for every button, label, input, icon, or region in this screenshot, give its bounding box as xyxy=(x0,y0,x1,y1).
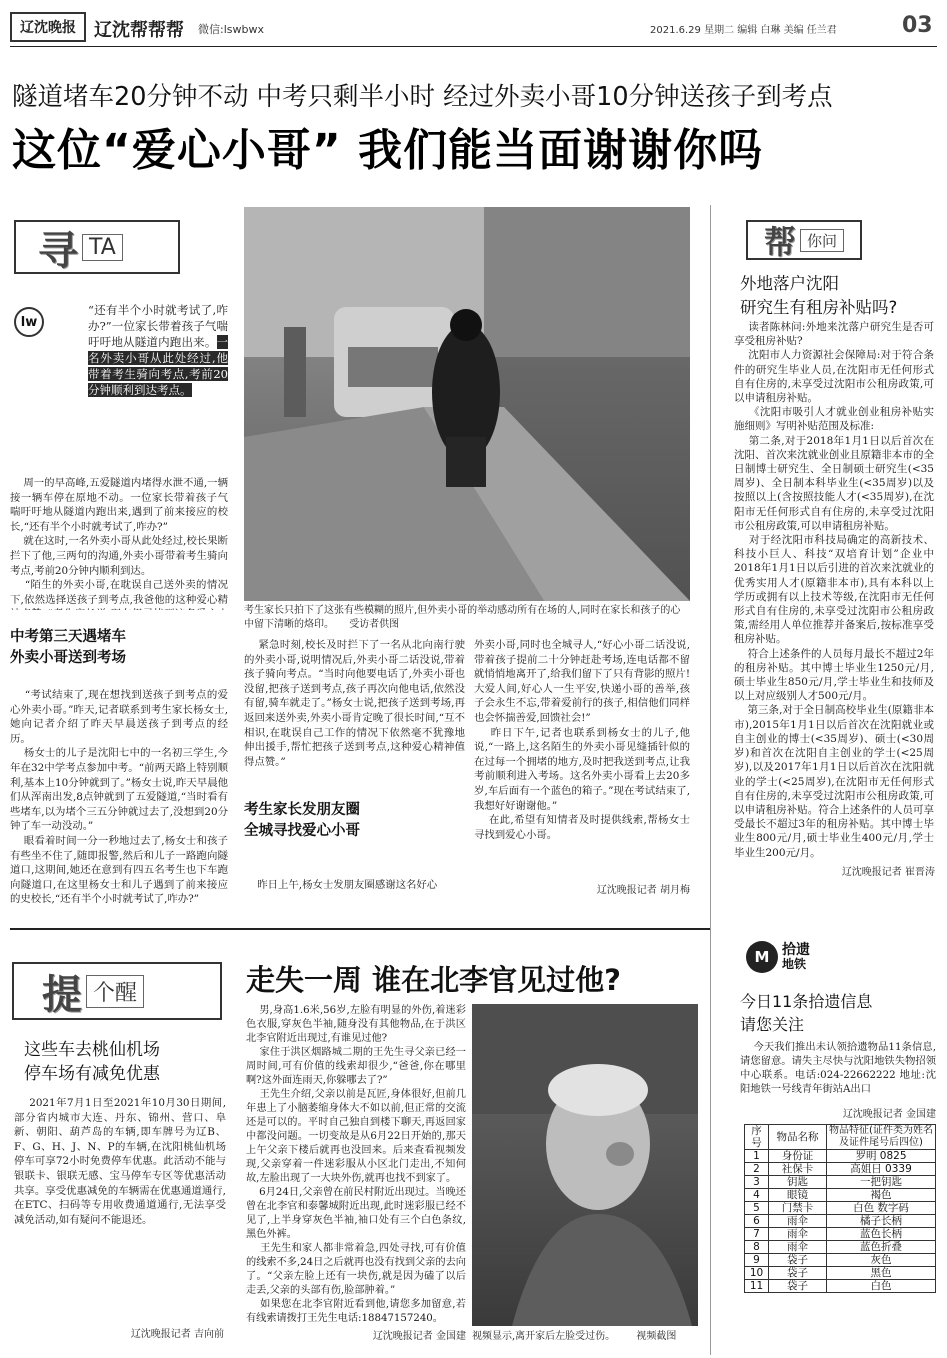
table-row xyxy=(745,1215,936,1228)
wechat-id: 微信:lswbwx xyxy=(198,23,264,36)
row-feature: 褐色 xyxy=(827,1189,936,1202)
row-no: 2 xyxy=(745,1163,769,1176)
badge-a: 拾遗 xyxy=(782,942,810,958)
row-feature: 白色 xyxy=(827,1280,936,1293)
table-row xyxy=(745,1163,936,1176)
missing-photo xyxy=(472,1004,698,1326)
date-line: 2021.6.29 星期二 编辑 白琳 美编 任兰君 xyxy=(650,25,837,36)
table-row xyxy=(745,1228,936,1241)
row-no: 8 xyxy=(745,1241,769,1254)
row-no: 7 xyxy=(745,1228,769,1241)
row-item: 钥匙 xyxy=(769,1176,827,1189)
row-feature: 高姐日 0339 xyxy=(827,1163,936,1176)
find-subhead-1: 中考第三天遇堵车 外卖小哥送到考场 xyxy=(10,629,126,666)
row-item: 袋子 xyxy=(769,1254,827,1267)
photo-caption xyxy=(244,604,690,634)
row-feature: 白色 数字码 xyxy=(827,1202,936,1215)
col-feature: 物品特征(证件类为姓名及证件尾号后四位) xyxy=(827,1125,936,1150)
row-item: 雨伞 xyxy=(769,1241,827,1254)
table-row xyxy=(745,1254,936,1267)
missing-photo-caption-text: 视频显示,离开家后左脸受过伤。 xyxy=(472,1331,616,1342)
headline-kicker: 隧道堵车20分钟不动 中考只剩半小时 经过外卖小哥10分钟送孩子到考点 xyxy=(12,82,833,112)
masthead xyxy=(10,10,937,50)
find-char: 寻 xyxy=(38,227,78,274)
row-feature: 蓝色折叠 xyxy=(827,1241,936,1254)
help-byline: 辽沈晚报记者 崔晋涛 xyxy=(841,867,935,878)
remind-title: 这些车去桃仙机场 停车场有减免优惠 xyxy=(24,1040,160,1084)
remind-body: 2021年7月1日至2021年10月30日期间,部分省内城市大连、丹东、锦州、营口、阜新、朝阳、葫芦岛的车辆,即车牌号为辽B、F、G、H、J、N、P的车辆,在沈阳桃仙机场停车可享72小时免费停车优惠。此活动不能与银联卡、银联无感、宝马停车专区等优惠活动共享。享受优惠减免的车辆需在优惠通道通行,在ETC、扫码等专用收费通道通行,无法享受减免活动,如有疑问不能退还。 xyxy=(14,1097,226,1226)
help-title: 外地落户沈阳 研究生有租房补贴吗? xyxy=(740,274,898,317)
lost-items-table xyxy=(744,1124,936,1293)
find-lead-normal: “还有半个小时就考试了,咋办?”一位家长带着孩子气喘吁吁地从隧道内跑出来。 xyxy=(88,303,228,349)
headline-title: 这位“爱心小哥” 我们能当面谢谢你吗 xyxy=(12,125,764,176)
lost-table-body xyxy=(745,1150,936,1293)
missing-photo-caption xyxy=(472,1330,698,1344)
col-no: 序号 xyxy=(745,1125,769,1150)
row-item: 眼镜 xyxy=(769,1189,827,1202)
missing-photo-credit: 视频截图 xyxy=(636,1331,677,1342)
find-col3: 外卖小哥,同时也全城寻人,“好心小哥二话没说,带着孩子提前二十分钟赶赴考场,连电话都不留就悄悄地离开了,给我们留下了只有背影的照片!大爱人间,好心人一生平安,快递小哥的善举,孩子会永生不忘,带着爱前行的孩子,相信他们同样也会怀揣善爱,回馈社会!” 昨日下午,记者也联系到杨女士的儿子,他说,“一路上,这名陌生的外卖小哥见缝插针似的在过每一个拥堵的地方,及时把我送到考点,让我考前顺利进入考场。这名外卖小哥看上去20多岁,车后面有一个蓝色的箱子。”现在考试结束了,我想好好谢谢他。” 在此,希望有知情者及时提供线索,帮杨女士寻找到爱心小哥。 xyxy=(474,639,690,841)
delivery-photo-art xyxy=(244,207,690,601)
section-rule xyxy=(10,928,710,930)
table-row xyxy=(745,1189,936,1202)
row-item: 门禁卡 xyxy=(769,1202,827,1215)
delivery-photo xyxy=(244,207,690,601)
find-lead-highlight: 一名外卖小哥从此处经过,他带着考生骑向考点,考前20分钟顺利到达考点。 xyxy=(88,335,228,397)
row-no: 1 xyxy=(745,1150,769,1163)
lost-body: 今天我们推出未认领拾遗物品11条信息,请您留意。请失主尽快与沈阳地铁失物招领中心联系。电话:024-22662222 地址:沈阳地铁一号线青年街站A出口 xyxy=(740,1041,936,1095)
right-column-rule xyxy=(710,205,711,1355)
lost-found-badge-text xyxy=(782,943,810,971)
help-body: 读者陈林问:外地来沈落户研究生是否可享受租房补贴? 沈阳市人力资源社会保障局:对于符合条件的研究生毕业人员,在沈阳市无任何形式自有住房的,未享受过沈阳市公租房政策,可以申请租房补贴。 《沈阳市吸引人才就业创业租房补贴实施细则》写明补贴范围及标准: 第二条,对于2018年1月1日以后首次在沈阳、首次来沈就业创业且原籍非本市的全日制博士研究生、全日制硕士研究生(<35周岁)、全日制本科毕业生(<35周岁)以及按照以上(含按照技能人才(<35周岁),在沈阳市无任何形式自有住房的,未享受过沈阳市公租房政策,可以申请租房补贴。 对于经沈阳市科技局确定的高新技术、科技小巨人、科技“双培育计划”企业中2018年1月1日以后引进的首次来沈就业的优秀实用人才(原籍非本市),具有本科以上学历或拥有以上技术等级,在沈阳市无任何形式自有住房的,未享受过沈阳市公租房政策,需经用人单位推荐并备案后,按标准享受租房补贴。 符合上述条件的人员每月最长不超过2年的租房补贴。其中博士毕业生1250元/月,硕士毕业生850元/月,学士毕业生和技师及以上对应级别人才500元/月。 第三条,对于全日制高校毕业生(原籍非本市),2015年1月1日以后首次在沈阳就业或自主创业的博士(<35周岁)、硕士(<30周岁)和首次在沈阳自主创业的学士(<25周岁),以及2017年1月1日以后首次在沈阳就业的学士(<25周岁),在沈阳市无任何形式自有住房的,未享受过沈阳市公租房政策,可以申请租房补贴。符合上述条件的人员可享受最长不超过3年的租房补贴。其中博士毕业生800元/月,硕士毕业生400元/月,学士毕业生200元/月。 xyxy=(734,321,934,859)
missing-byline: 辽沈晚报记者 金国建 xyxy=(372,1331,466,1342)
find-small: TA xyxy=(82,234,123,261)
row-feature: 蓝色长柄 xyxy=(827,1228,936,1241)
find-col2: 紧急时刻,校长及时拦下了一名从北向南行驶的外卖小哥,说明情况后,外卖小哥二话没说,带着孩子骑向考点。“当时向他要电话了,外卖小哥也没留,把孩子送到考点,孩子再次向他电话,依然没有留,骑车就走了。”杨女士说,把孩子送到考场,再返回来送外卖,外卖小哥肯定晚了很长时间,“互不相识,在耽误自己工作的情况下依然毫不犹豫地伸出援手,帮忙把孩子送到考点,这种爱心精神值得点赞。” xyxy=(244,639,465,768)
row-feature: 一把钥匙 xyxy=(827,1176,936,1189)
masthead-rule xyxy=(10,46,937,47)
row-no: 4 xyxy=(745,1189,769,1202)
remind-byline: 辽沈晚报记者 吉向前 xyxy=(130,1329,224,1340)
row-feature: 罗明 0825 xyxy=(827,1150,936,1163)
find-col1b: “考试结束了,现在想找到送孩子到考点的爱心外卖小哥。”昨天,记者联系到考生家长杨女士,她向记者介绍了昨天早晨送孩子到考点的经历。 杨女士的儿子是沈阳七中的一名初三学生,今年在32中学考点参加中考。“前两天路上特别顺利,基本上10分钟就到了。”杨女士说,昨天早晨他们从浑南出发,8点钟就到了五爱隧道,“当时看有些堵车,以为堵个三五分钟就过去了,没想到20分钟了车一动没动。” 眼看着时间一分一秒地过去了,杨女士和孩子有些坐不住了,随即报警,然后和儿子一路跑向隧道口,这期间,她还在意到有四五名考生也下车跑向隧道口,在这里杨女士和儿子遇到了前来接应的史校长,“还有半个小时就考试了,咋办?” xyxy=(10,689,228,906)
help-small: 你问 xyxy=(800,229,844,252)
table-row xyxy=(745,1267,936,1280)
row-no: 9 xyxy=(745,1254,769,1267)
row-feature: 黑色 xyxy=(827,1267,936,1280)
row-no: 11 xyxy=(745,1280,769,1293)
help-label xyxy=(746,220,862,260)
row-feature: 灰色 xyxy=(827,1254,936,1267)
row-no: 3 xyxy=(745,1176,769,1189)
remind-small: 个醒 xyxy=(86,975,144,1008)
find-lead xyxy=(88,302,228,440)
table-row xyxy=(745,1150,936,1163)
lost-table-header xyxy=(745,1125,936,1150)
lost-byline: 辽沈晚报记者 金国建 xyxy=(842,1109,936,1120)
col-item: 物品名称 xyxy=(769,1125,827,1150)
badge-b: 地铁 xyxy=(782,957,807,971)
missing-body: 男,身高1.6米,56岁,左脸有明显的外伤,着迷彩色衣服,穿灰色半袖,随身没有其他物品,在于洪区北李官附近出现过,有谁见过他? 家住于洪区烟路城二期的王先生寻父亲已经一周时间,可有价值的线索却很少,“爸爸,你在哪里啊?这外面连雨天,你躲哪去了?” 王先生介绍,父亲以前是瓦匠,身体很好,但前几年患上了小脑萎缩身体大不如以前,但正常的交流还是可以的。平时自己独自到楼下聊天,再返回家中都没问题。一切变故是从6月22日开始的,那天上午父亲下楼后就再也没回来。后来查看视频发现,父亲穿着一件迷彩服从小区北门走出,不知何故,左脸出现了一大块外伤,就再也找不到家了。 6月24日,父亲曾在前民村附近出现过。当晚还曾在北李官和泰馨城附近出现,此时迷彩服已经不见了,上半身穿灰色半袖,袖口处有三个白色条纹,黑色外裤。 王先生和家人都非常着急,四处寻找,可有价值的线索不多,24日之后就再也没有找到父亲的去向了。“父亲左脸上还有一块伤,就是因为磕了以后走丢,父亲的头部有伤,脸部肿着。” 如果您在北李官附近看到他,请您多加留意,若有线索请拨打王先生电话:18847157240。 xyxy=(246,1005,466,1324)
brand: 辽沈帮帮帮 xyxy=(94,20,184,41)
row-item: 雨伞 xyxy=(769,1215,827,1228)
table-row xyxy=(745,1202,936,1215)
page-number: 03 xyxy=(902,13,933,38)
row-item: 袋子 xyxy=(769,1267,827,1280)
find-col1: 周一的早高峰,五爱隧道内堵得水泄不通,一辆接一辆车停在原地不动。一位家长带着孩子气喘吁吁地从隧道内跑出来,遇到了前来接应的校长,“还有半个小时就考试了,咋办?” 就在这时,一名外卖小哥从此处经过,校长果断拦下了他,三两句的沟通,外卖小哥带着考生骑向考点,考前20分钟内顺利到达。 “陌生的外卖小哥,在耽误自己送外卖的情况下,依然选择送孩子到考点,我爸他的这种爱心精 xyxy=(10,477,228,606)
row-no: 10 xyxy=(745,1267,769,1280)
row-item: 雨伞 xyxy=(769,1228,827,1241)
lost-found-badge xyxy=(746,936,876,978)
row-item: 袋子 xyxy=(769,1280,827,1293)
help-char: 帮 xyxy=(764,223,797,261)
table-row xyxy=(745,1176,936,1189)
row-item: 社保卡 xyxy=(769,1163,827,1176)
missing-photo-art xyxy=(472,1004,698,1326)
table-row xyxy=(745,1241,936,1254)
remind-label xyxy=(12,962,222,1020)
metro-icon: M xyxy=(746,941,778,973)
row-no: 5 xyxy=(745,1202,769,1215)
row-item: 身份证 xyxy=(769,1150,827,1163)
row-feature: 橘子长柄 xyxy=(827,1215,936,1228)
find-byline: 辽沈晚报记者 胡月梅 xyxy=(596,885,690,896)
find-subhead-2: 考生家长发朋友圈 全城寻找爱心小哥 xyxy=(244,802,360,839)
table-row xyxy=(745,1280,936,1293)
row-no: 6 xyxy=(745,1215,769,1228)
newspaper-logo: 辽沈晚报 xyxy=(10,12,86,42)
find-ta-label xyxy=(14,220,180,274)
remind-char: 提 xyxy=(42,971,82,1018)
missing-title: 走失一周 谁在北李官见过他? xyxy=(246,963,621,997)
photo-credit: 受访者供图 xyxy=(349,619,400,630)
photo-caption-text: 考生家长只拍下了这张有些模糊的照片,但外卖小哥的举动感动所有在场的人,同时在家长和孩子的心中留下清晰的烙印。 xyxy=(244,605,681,630)
lost-title: 今日11条拾遗信息 请您关注 xyxy=(740,992,873,1034)
find-col2b: 昨日上午,杨女士发朋友圈感谢这名好心 xyxy=(244,879,438,891)
lead-quote-icon: lw xyxy=(14,307,44,337)
